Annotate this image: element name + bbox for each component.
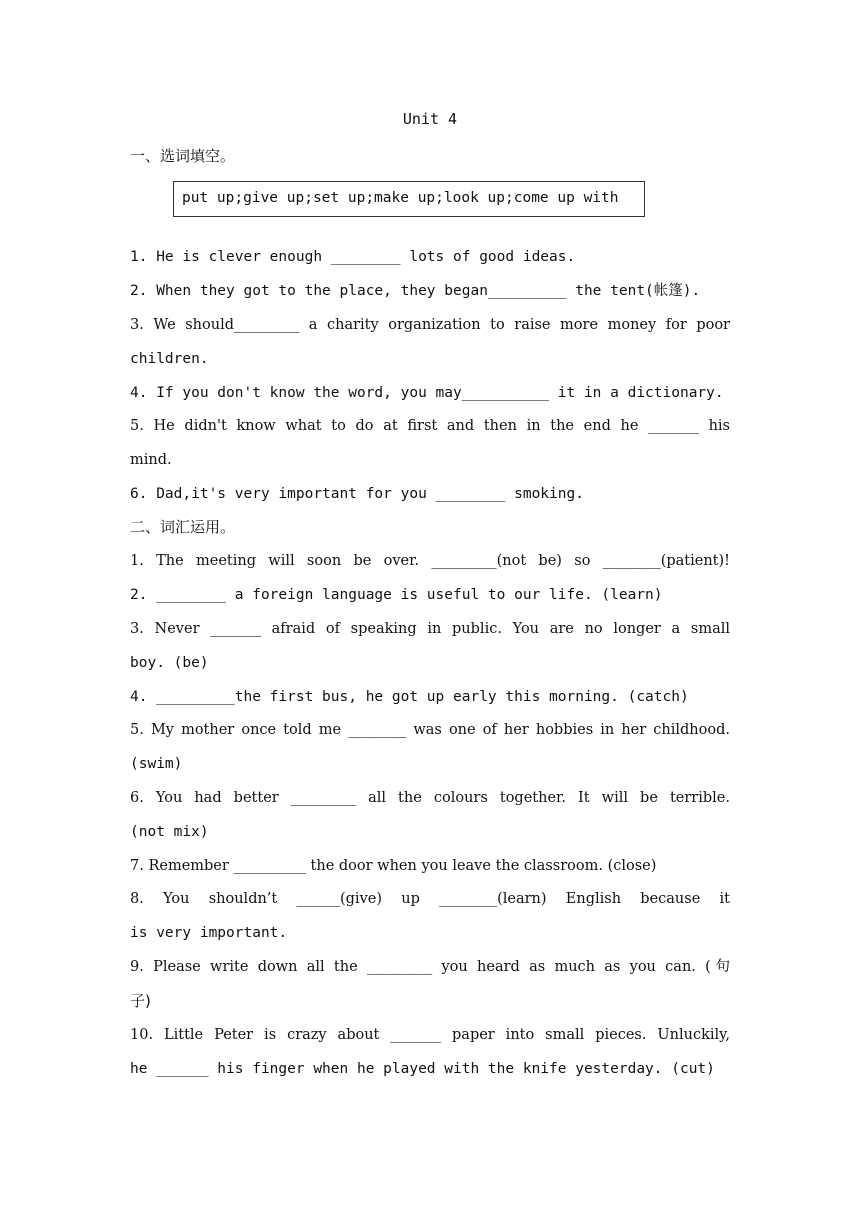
s2-line-11: 8. You shouldn’t ______(give) up ________(learn) English because it: [130, 891, 730, 907]
section2-heading: 二、词汇运用。: [130, 518, 236, 536]
s1-line-5: 4. If you don't know the word, you may__________ it in a dictionary.: [130, 385, 724, 401]
s2-line-8: 6. You had better _________ all the colours together. It will be terrible.: [130, 790, 730, 806]
s1-line-8: 6. Dad,it's very important for you ________ smoking.: [130, 486, 584, 502]
s1-line-3: 3. We should_________ a charity organization to raise more money for poor: [130, 317, 730, 333]
s2-line-5: 4. _________the first bus, he got up early this morning. (catch): [130, 689, 689, 705]
s2-line-2: 2. ________ a foreign language is useful to our life. (learn): [130, 587, 663, 603]
s1-line-7: mind.: [130, 452, 172, 468]
s2-line-9: (not mix): [130, 824, 209, 840]
s1-line-1: 1. He is clever enough ________ lots of good ideas.: [130, 249, 576, 265]
s1-line-6: 5. He didn't know what to do at first and then in the end he _______ his: [130, 418, 730, 434]
s1-line-4: children.: [130, 351, 209, 367]
s2-line-6: 5. My mother once told me ________ was one of her hobbies in her childhood.: [130, 722, 730, 738]
s2-line-3: 3. Never _______ afraid of speaking in public. You are no longer a small: [130, 621, 730, 637]
word-box: [173, 181, 645, 217]
s1-line-2: 2. When they got to the place, they began_________ the tent(帐篷).: [130, 283, 701, 299]
s2-line-12: is very important.: [130, 925, 288, 941]
s2-line-15: 10. Little Peter is crazy about _______ paper into small pieces. Unluckily,: [130, 1027, 730, 1043]
s2-line-4: boy. (be): [130, 655, 209, 671]
word-box-text: put up;give up;set up;make up;look up;come up with: [182, 190, 619, 206]
page-title: Unit 4: [402, 110, 458, 128]
s2-line-1: 1. The meeting will soon be over. _________(not be) so ________(patient)!: [130, 553, 730, 569]
s2-line-13: 9. Please write down all the _________ you heard as much as you can. (句: [130, 959, 730, 975]
s2-line-7: (swim): [130, 756, 183, 772]
s2-line-10: 7. Remember __________ the door when you leave the classroom. (close): [130, 858, 657, 874]
s2-line-14: 子): [130, 992, 151, 1010]
section1-heading: 一、选词填空。: [130, 147, 236, 165]
s2-line-16: he ______ his finger when he played with the knife yesterday. (cut): [130, 1061, 715, 1077]
